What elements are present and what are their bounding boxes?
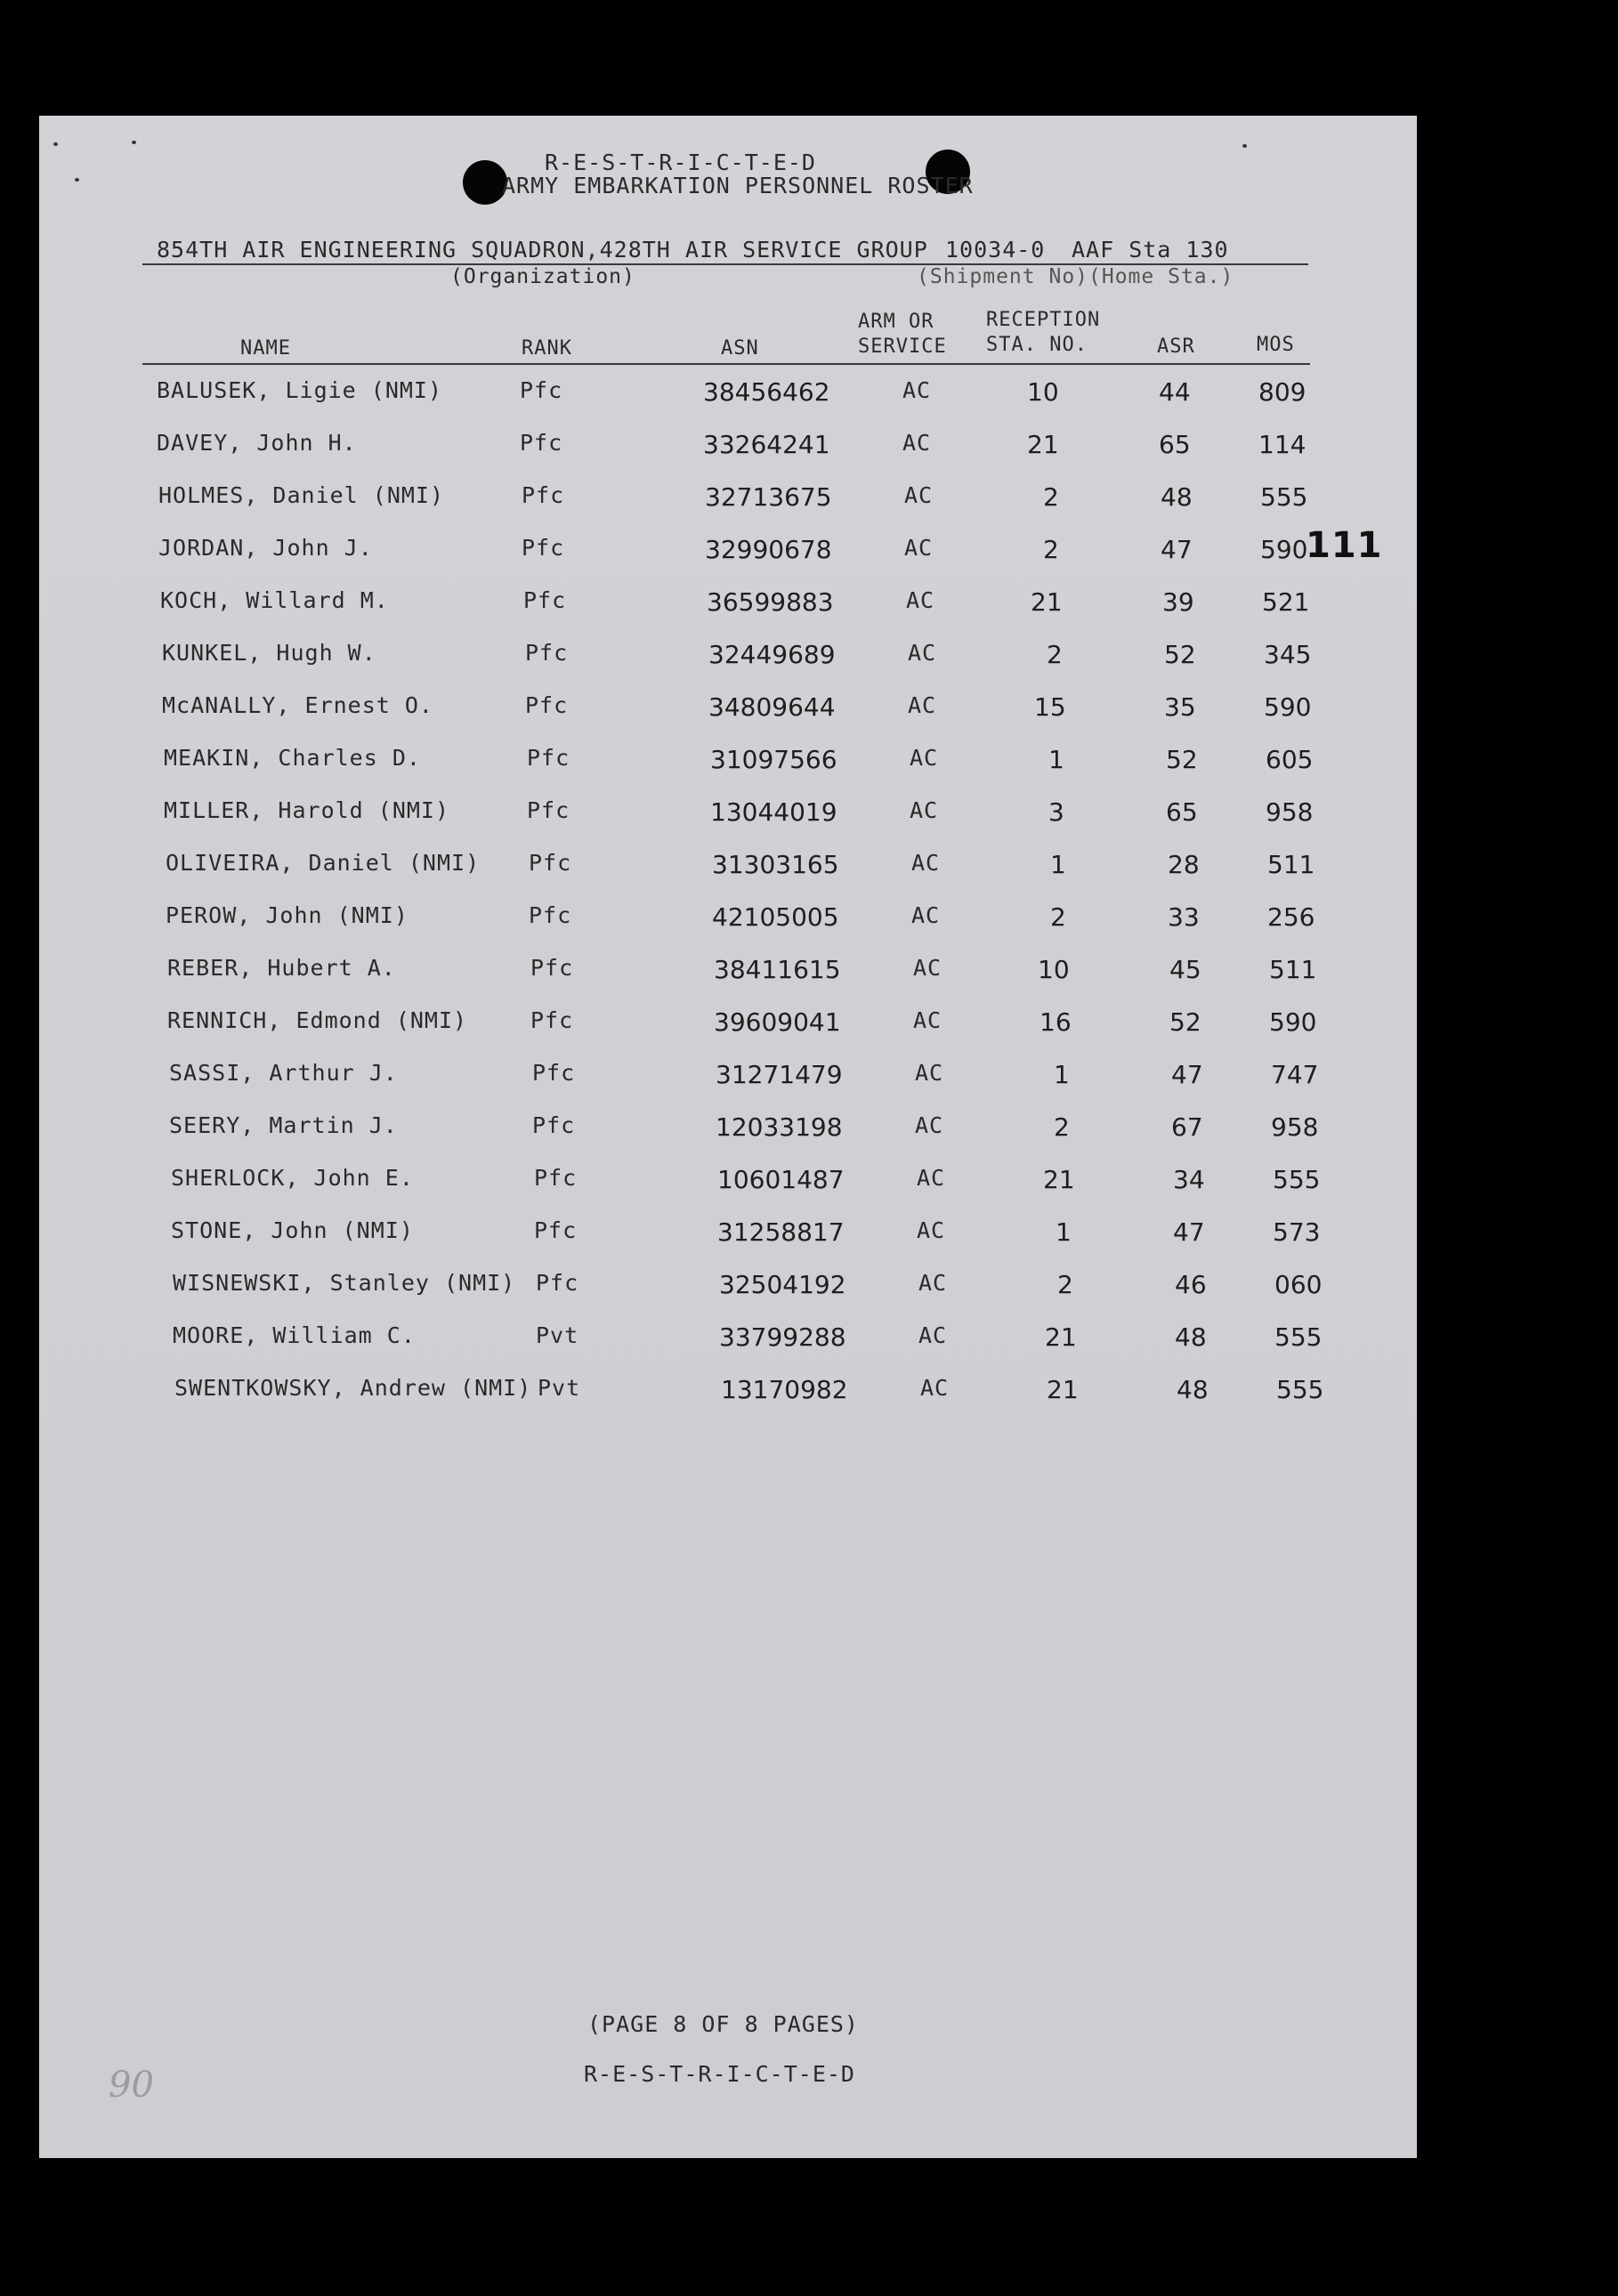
roster-sta: 2 [1050,902,1066,932]
roster-sta: 21 [1043,1165,1075,1194]
roster-arm: AC [902,377,932,403]
roster-asr: 67 [1171,1112,1203,1142]
roster-arm: AC [908,640,937,666]
roster-asr: 46 [1175,1270,1207,1299]
column-header-underline [142,363,1310,365]
paper-speck [1242,144,1247,148]
roster-sta: 1 [1054,1060,1070,1089]
roster-row [39,1112,1417,1148]
roster-rank: Pfc [532,1060,576,1086]
roster-rank: Pfc [522,535,565,561]
roster-name: RENNICH, Edmond (NMI) [167,1007,468,1033]
roster-sta: 10 [1027,377,1059,407]
roster-rank: Pfc [529,902,572,928]
column-header-service: SERVICE [858,336,947,358]
roster-rank: Pfc [520,430,563,456]
shipment-caption: (Shipment No)(Home Sta.) [917,265,1234,288]
roster-asn: 13170982 [721,1375,848,1404]
roster-arm: AC [908,692,937,718]
roster-asr: 33 [1168,902,1200,932]
roster-rank: Pfc [527,797,570,823]
roster-asr: 65 [1166,797,1198,827]
roster-sta: 1 [1050,850,1066,879]
roster-asr: 47 [1171,1060,1203,1089]
roster-row [39,955,1417,990]
roster-sta: 16 [1040,1007,1072,1037]
roster-mos: 555 [1273,1165,1321,1194]
roster-name: WISNEWSKI, Stanley (NMI) [173,1270,516,1296]
roster-name: REBER, Hubert A. [167,955,396,981]
roster-row [39,430,1417,465]
roster-arm: AC [920,1375,950,1401]
roster-row [39,692,1417,728]
roster-name: McANALLY, Ernest O. [162,692,433,718]
roster-row [39,745,1417,780]
roster-rank: Pfc [525,692,569,718]
roster-rank: Pvt [536,1322,579,1348]
roster-sta: 3 [1048,797,1064,827]
roster-sta: 2 [1057,1270,1073,1299]
roster-rank: Pfc [536,1270,579,1296]
roster-row [39,1322,1417,1358]
roster-rank: Pfc [534,1217,578,1243]
roster-mos: 521 [1262,587,1310,617]
roster-name: MOORE, William C. [173,1322,416,1348]
roster-sta: 21 [1047,1375,1079,1404]
organization-caption: (Organization) [450,265,635,288]
roster-row [39,377,1417,413]
roster-asr: 52 [1166,745,1198,774]
column-header-asr: ASR [1157,336,1195,358]
punch-hole-left [463,160,507,205]
roster-name: HOLMES, Daniel (NMI) [158,482,445,508]
roster-mos: 590 [1264,692,1312,722]
roster-asr: 34 [1173,1165,1205,1194]
roster-arm: AC [918,1322,948,1348]
column-header-name: NAME [240,337,291,360]
roster-mos: 605 [1266,745,1314,774]
roster-arm: AC [904,482,934,508]
roster-row [39,850,1417,885]
roster-name: KOCH, Willard M. [160,587,389,613]
roster-asn: 36599883 [707,587,834,617]
roster-name: STONE, John (NMI) [171,1217,414,1243]
roster-row [39,1007,1417,1043]
roster-asn: 31271479 [716,1060,843,1089]
roster-asn: 33264241 [703,430,830,459]
roster-asn: 38456462 [703,377,830,407]
roster-asn: 12033198 [716,1112,843,1142]
roster-sta: 21 [1045,1322,1077,1352]
roster-row [39,1375,1417,1411]
roster-mos: 958 [1266,797,1314,827]
roster-arm: AC [906,587,935,613]
roster-row [39,1270,1417,1306]
classification-top: R-E-S-T-R-I-C-T-E-D [545,150,816,175]
roster-sta: 2 [1047,640,1063,669]
column-header-reception: RECEPTION [986,309,1101,331]
roster-asn: 32449689 [708,640,836,669]
organization-line: 854TH AIR ENGINEERING SQUADRON,428TH AIR SERVICE GROUP [157,237,928,263]
shipment-number: 10034-0 [945,237,1046,263]
roster-asr: 52 [1169,1007,1201,1037]
roster-sta: 2 [1054,1112,1070,1142]
roster-sta: 2 [1043,535,1059,564]
roster-sta: 10 [1038,955,1070,984]
roster-asn: 31303165 [712,850,839,879]
column-header-asn: ASN [721,337,759,360]
roster-asr: 48 [1175,1322,1207,1352]
roster-sta: 15 [1034,692,1066,722]
roster-mos: 590 [1260,535,1308,564]
roster-name: OLIVEIRA, Daniel (NMI) [166,850,481,876]
roster-arm: AC [911,850,941,876]
roster-arm: AC [918,1270,948,1296]
roster-rank: Pfc [523,587,567,613]
roster-asr: 52 [1164,640,1196,669]
roster-name: PEROW, John (NMI) [166,902,409,928]
roster-sta: 1 [1056,1217,1072,1247]
roster-name: SEERY, Martin J. [169,1112,398,1138]
roster-asr: 39 [1162,587,1194,617]
roster-rank: Pfc [532,1112,576,1138]
roster-asr: 47 [1161,535,1193,564]
roster-asr: 48 [1161,482,1193,512]
column-header-sta-no: STA. NO. [986,334,1088,356]
roster-name: SWENTKOWSKY, Andrew (NMI) [174,1375,532,1401]
roster-mos: 809 [1258,377,1307,407]
roster-asr: 47 [1173,1217,1205,1247]
roster-rank: Pfc [529,850,572,876]
roster-rank: Pfc [530,955,574,981]
pencil-note: 90 [109,2065,154,2106]
roster-asn: 32990678 [705,535,832,564]
roster-rank: Pfc [534,1165,578,1191]
roster-rank: Pfc [530,1007,574,1033]
roster-asr: 28 [1168,850,1200,879]
roster-name: SASSI, Arthur J. [169,1060,398,1086]
roster-rank: Pfc [522,482,565,508]
roster-row [39,1217,1417,1253]
roster-rank: Pvt [538,1375,581,1401]
roster-row [39,797,1417,833]
paper-speck [75,178,79,182]
roster-row [39,640,1417,675]
roster-asn: 31097566 [710,745,837,774]
roster-mos: 747 [1271,1060,1319,1089]
roster-asr: 45 [1169,955,1201,984]
roster-rank: Pfc [520,377,563,403]
roster-asn: 31258817 [717,1217,845,1247]
roster-name: SHERLOCK, John E. [171,1165,414,1191]
roster-row [39,482,1417,518]
column-header-mos: MOS [1257,334,1295,356]
roster-row [39,587,1417,623]
roster-arm: AC [910,797,939,823]
roster-asn: 13044019 [710,797,837,827]
roster-mos: 511 [1269,955,1317,984]
roster-arm: AC [913,955,942,981]
roster-asn: 32713675 [705,482,832,512]
roster-name: KUNKEL, Hugh W. [162,640,376,666]
roster-mos: 555 [1276,1375,1324,1404]
roster-asn: 34809644 [708,692,836,722]
roster-asr: 48 [1177,1375,1209,1404]
roster-rank: Pfc [525,640,569,666]
roster-mos: 060 [1274,1270,1323,1299]
roster-sta: 21 [1027,430,1059,459]
roster-arm: AC [917,1165,946,1191]
roster-asn: 39609041 [714,1007,841,1037]
roster-mos: 114 [1258,430,1307,459]
column-header-rank: RANK [522,337,572,360]
roster-name: DAVEY, John H. [157,430,357,456]
roster-page [39,116,1417,2158]
page-indicator: (PAGE 8 OF 8 PAGES) [587,2011,859,2037]
roster-row [39,535,1417,570]
roster-mos: 511 [1267,850,1315,879]
roster-mos: 958 [1271,1112,1319,1142]
roster-row [39,1165,1417,1201]
roster-mos: 345 [1264,640,1312,669]
roster-row [39,1060,1417,1095]
paper-speck [132,141,136,144]
home-station: AAF Sta 130 [1072,237,1229,263]
roster-asr: 65 [1159,430,1191,459]
roster-mos: 590 [1269,1007,1317,1037]
roster-sta: 2 [1043,482,1059,512]
roster-arm: AC [910,745,939,771]
roster-rank: Pfc [527,745,570,771]
roster-sta: 21 [1031,587,1063,617]
form-title: ARMY EMBARKATION PERSONNEL ROSTER [502,173,974,198]
roster-mos: 256 [1267,902,1315,932]
roster-sta: 1 [1048,745,1064,774]
roster-arm: AC [917,1217,946,1243]
roster-asr: 44 [1159,377,1191,407]
roster-mos: 555 [1260,482,1308,512]
roster-arm: AC [904,535,934,561]
roster-name: BALUSEK, Ligie (NMI) [157,377,443,403]
roster-arm: AC [915,1060,944,1086]
roster-name: MEAKIN, Charles D. [164,745,421,771]
roster-asn: 42105005 [712,902,839,932]
roster-row [39,902,1417,938]
roster-arm: AC [913,1007,942,1033]
classification-bottom: R-E-S-T-R-I-C-T-E-D [584,2061,855,2087]
column-header-arm-or: ARM OR [858,311,934,333]
roster-arm: AC [902,430,932,456]
roster-asn: 32504192 [719,1270,846,1299]
roster-arm: AC [911,902,941,928]
roster-asn: 33799288 [719,1322,846,1352]
roster-arm: AC [915,1112,944,1138]
roster-name: JORDAN, John J. [158,535,373,561]
roster-asn: 38411615 [714,955,841,984]
roster-mos: 555 [1274,1322,1323,1352]
roster-mos: 573 [1273,1217,1321,1247]
roster-name: MILLER, Harold (NMI) [164,797,450,823]
stamped-number: 111 [1306,525,1383,566]
roster-asr: 35 [1164,692,1196,722]
roster-asn: 10601487 [717,1165,845,1194]
paper-speck [53,142,58,146]
